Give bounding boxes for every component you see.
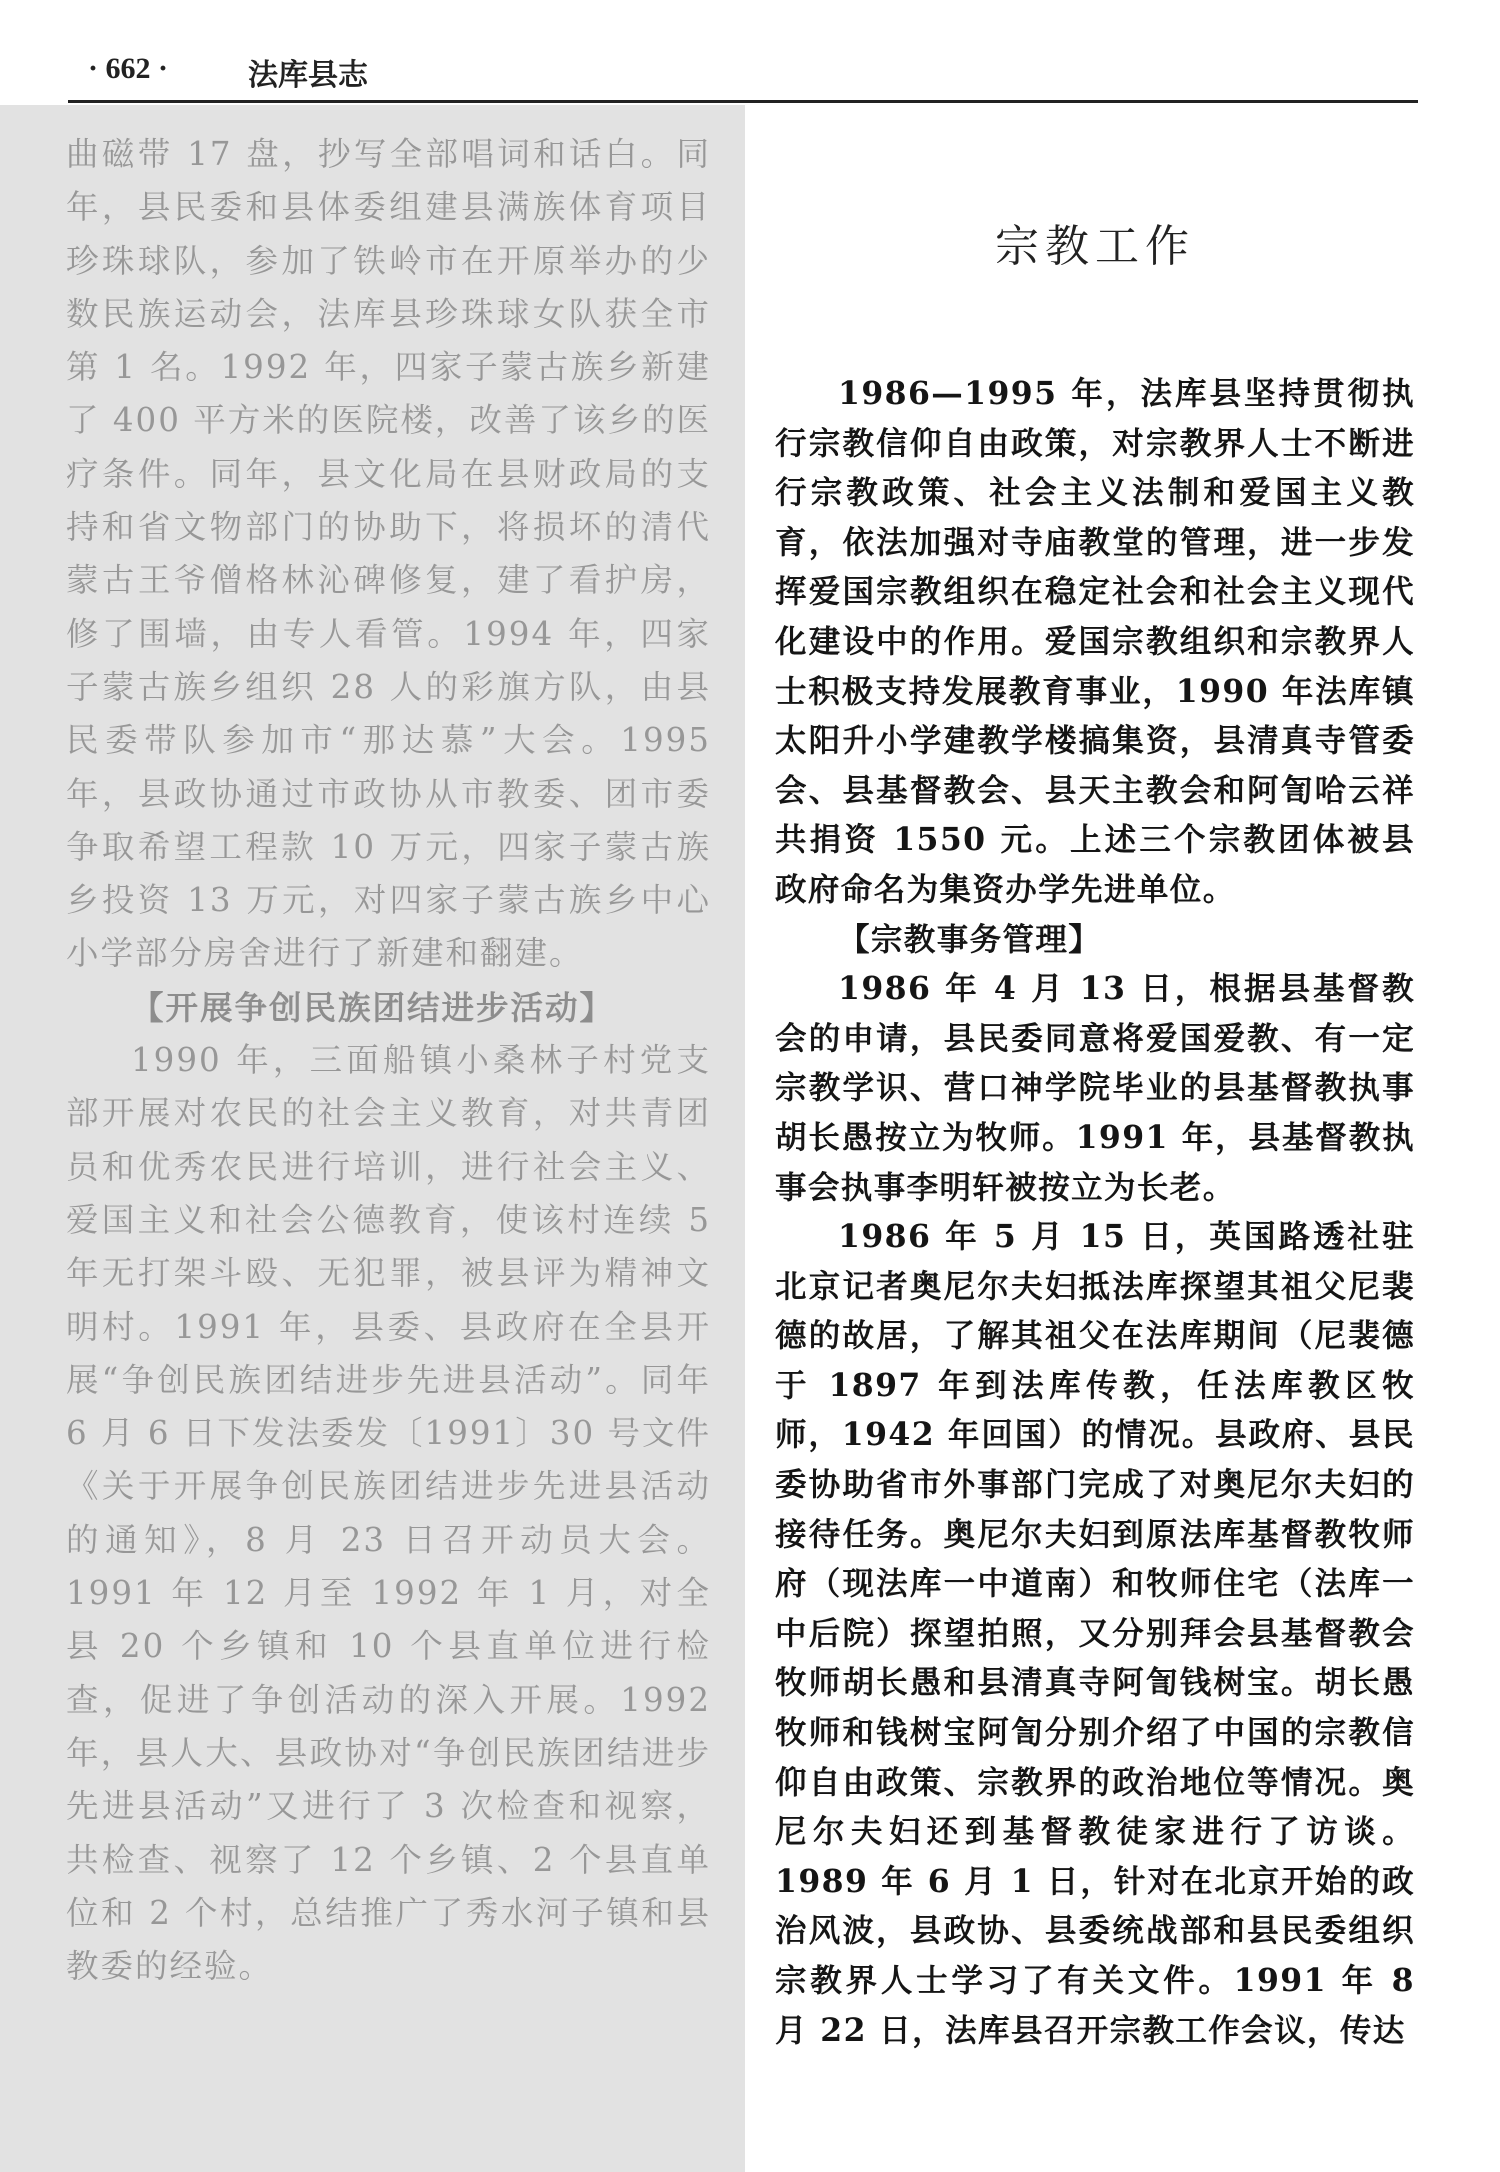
page-header: [68, 40, 1418, 100]
book-title: 法库县志: [248, 58, 368, 93]
left-column-text: [66, 128, 711, 1993]
left-paragraph-2: 1990 年，三面船镇小桑林子村党支部开展对农民的社会主义教育，对共青团员和优秀农民进行培训，进行社会主义、爱国主义和社会公德教育，使该村连续 5 年无打架斗殴、无犯罪，被县评为精神文明村。1991 年，县委、县政府在全县开展“争创民族团结进步先进县活动”。同年 6 月 6 日下发法委发〔1991〕30 号文件《关于开展争创民族团结进步先进县活动的通知》，8 月 23 日召开动员大会。1991 年 12 月至 1992 年 1 月，对全县 20 个乡镇和 10 个县直单位进行检查，促进了争创活动的深入开展。1992 年，县人大、县政协对“争创民族团结进步先进县活动”又进行了 3 次检查和视察，共检查、视察了 12 个乡镇、2 个县直单位和 2 个村，总结推广了秀水河子镇和县教委的经验。: [66, 1041, 711, 1986]
left-subheading: 【开展争创民族团结进步活动】: [131, 987, 615, 1027]
right-subheading: 【宗教事务管理】: [838, 920, 1102, 958]
page-number: · 662 ·: [88, 52, 169, 85]
left-paragraph-1: 曲磁带 17 盘，抄写全部唱词和话白。同年，县民委和县体委组建县满族体育项目珍珠球队，参加了铁岭市在开原举办的少数民族运动会，法库县珍珠球女队获全市第 1 名。1992 年，四家子蒙古族乡新建了 400 平方米的医院楼，改善了该乡的医疗条件。同年，县文化局在县财政局的支持和省文物部门的协助下，将损坏的清代蒙古王爷僧格林沁碑修复，建了看护房，修了围墙，由专人看管。1994 年，四家子蒙古族乡组织 28 人的彩旗方队，由县民委带队参加市“那达慕”大会。1995 年，县政协通过市政协从市教委、团市委争取希望工程款 10 万元，四家子蒙古族乡投资 13 万元，对四家子蒙古族乡中心小学部分房舍进行了新建和翻建。: [66, 135, 711, 973]
right-paragraph-2: 1986 年 4 月 13 日，根据县基督教会的申请，县民委同意将爱国爱教、有一定宗教学识、营口神学院毕业的县基督教执事胡长愚按立为牧师。1991 年，县基督教执事会执事李明轩被按立为长老。: [775, 970, 1415, 1206]
section-title: 宗教工作: [995, 221, 1195, 272]
right-column: [775, 210, 1415, 2055]
right-paragraph-1: 1986—1995 年，法库县坚持贯彻执行宗教信仰自由政策，对宗教界人士不断进行宗教政策、社会主义法制和爱国主义教育，依法加强对寺庙教堂的管理，进一步发挥爱国宗教组织在稳定社会和社会主义现代化建设中的作用。爱国宗教组织和宗教界人士积极支持发展教育事业，1990 年法库镇太阳升小学建教学楼搞集资，县清真寺管委会、县基督教会、县天主教会和阿訇哈云祥共捐资 1550 元。上述三个宗教团体被县政府命名为集资办学先进单位。: [775, 375, 1415, 908]
header-rule: [68, 100, 1418, 103]
right-paragraph-3: 1986 年 5 月 15 日，英国路透社驻北京记者奥尼尔夫妇抵法库探望其祖父尼裴德的故居，了解其祖父在法库期间（尼裴德于 1897 年到法库传教，任法库教区牧师，1942 年回国）的情况。县政府、县民委协助省市外事部门完成了对奥尼尔夫妇的接待任务。奥尼尔夫妇到原法库基督教牧师府（现法库一中道南）和牧师住宅（法库一中后院）探望拍照，又分别拜会县基督教会牧师胡长愚和县清真寺阿訇钱树宝。胡长愚牧师和钱树宝阿訇分别介绍了中国的宗教信仰自由政策、宗教界的政治地位等情况。奥尼尔夫妇还到基督教徒家进行了访谈。1989 年 6 月 1 日，针对在北京开始的政治风波，县政协、县委统战部和县民委组织宗教界人士学习了有关文件。1991 年 8 月 22 日，法库县召开宗教工作会议，传达: [775, 1218, 1415, 2049]
right-column-text: [775, 369, 1415, 2055]
